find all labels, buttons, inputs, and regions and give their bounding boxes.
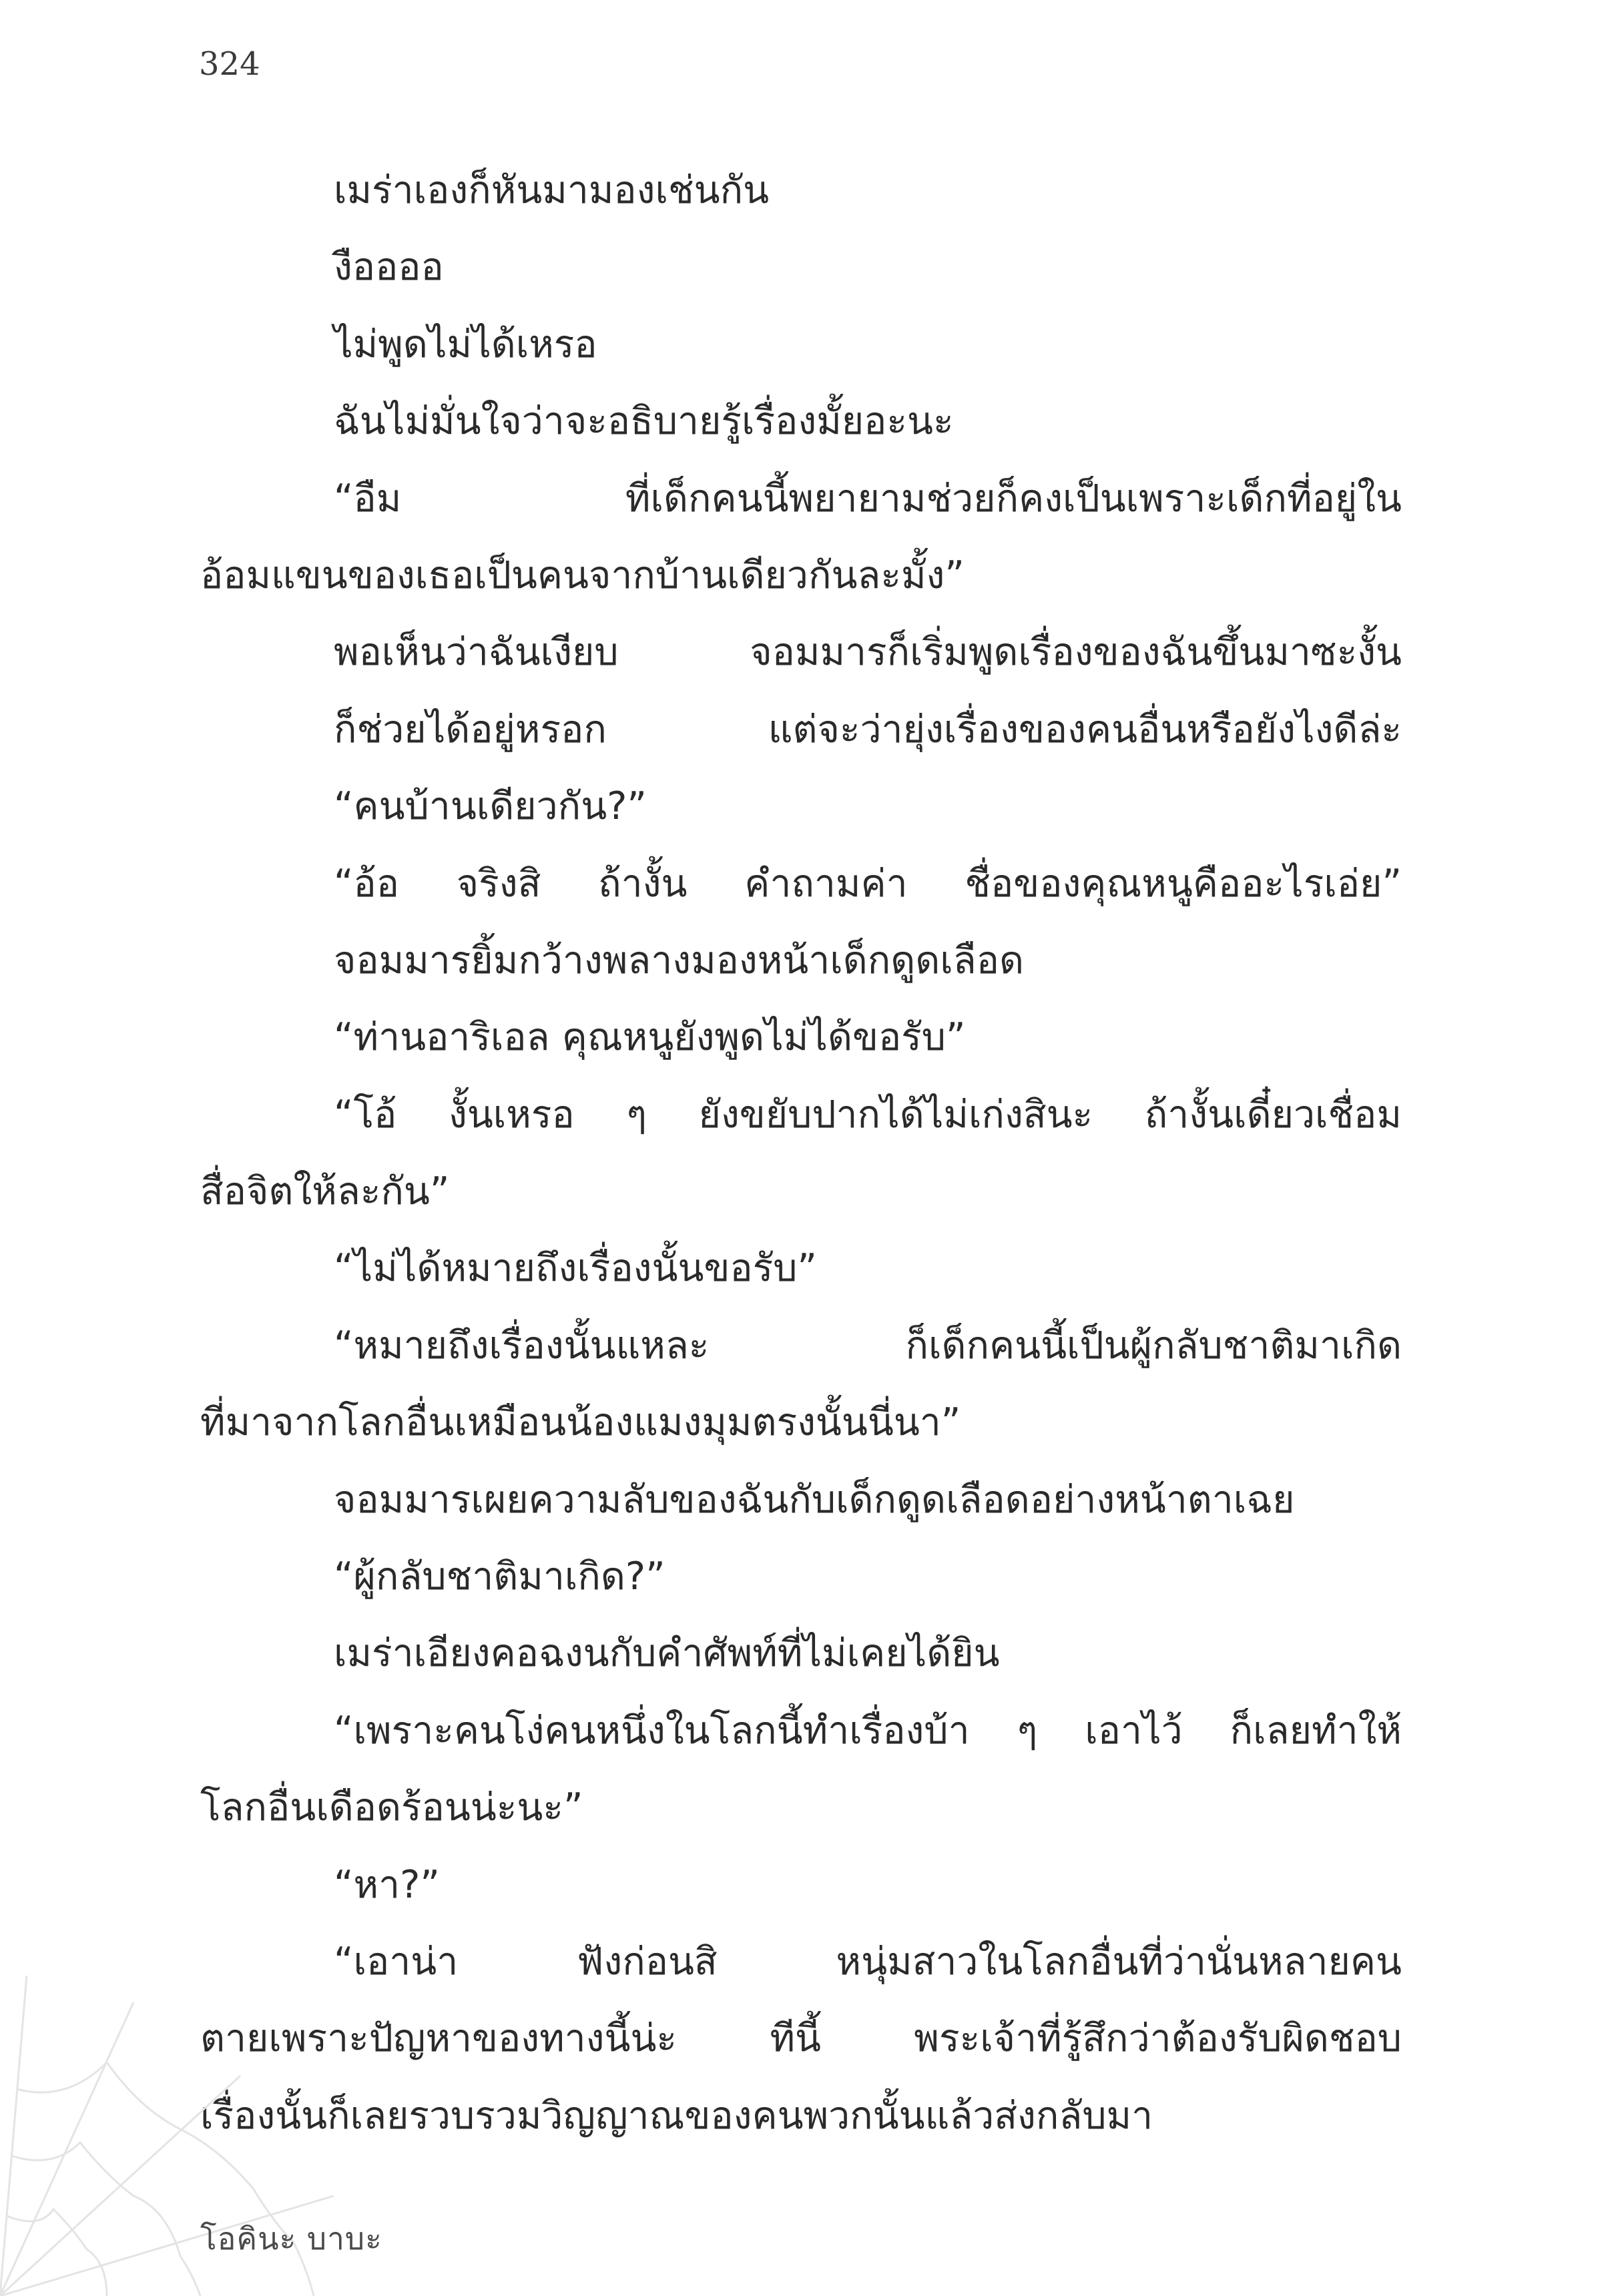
text-line: จอมมารเผยความลับของฉันกับเด็กดูดเลือดอย่างหน้าตาเฉย	[334, 1477, 1295, 1522]
text-line: โลกอื่นเดือดร้อนน่ะนะ”	[200, 1785, 583, 1830]
text-line	[200, 461, 1402, 537]
text-word: แต่จะว่ายุ่งเรื่องของคนอื่นหรือยังไงดีล่ะ	[768, 707, 1402, 752]
text-line: ไม่พูดไม่ได้เหรอ	[334, 322, 597, 366]
body-text	[200, 152, 1402, 2155]
text-word: พระเจ้าที่รู้สึกว่าต้องรับผิดชอบ	[914, 2016, 1402, 2061]
text-word: งั้นเหรอ	[449, 1092, 575, 1137]
text-word: เอาไว้	[1085, 1708, 1183, 1753]
text-word: “อ้อ	[334, 861, 399, 906]
text-word: “หมายถึงเรื่องนั้นแหละ	[334, 1323, 710, 1368]
text-line: สื่อจิตให้ละกัน”	[200, 1169, 450, 1214]
text-line: “หา?”	[334, 1862, 440, 1907]
text-word: จอมมารก็เริ่มพูดเรื่องของฉันขึ้นมาซะงั้น	[750, 630, 1402, 675]
text-word: เรื่องนั้นก็เลยรวบรวมวิญญาณของคนพวกนั้นแล้วส่งกลับมา	[200, 2093, 1153, 2138]
text-line	[200, 1924, 1402, 2000]
text-word: ๆ	[1017, 1708, 1038, 1753]
text-line	[200, 2000, 1402, 2077]
text-word: ยังขยับปากได้ไม่เก่งสินะ	[698, 1092, 1093, 1137]
text-line	[200, 1077, 1402, 1153]
text-line	[200, 1693, 1402, 1769]
text-line: “ท่านอาริเอล คุณหนูยังพูดไม่ได้ขอรับ”	[334, 1015, 966, 1060]
text-word: พอเห็นว่าฉันเงียบ	[334, 630, 619, 675]
text-line: อ้อมแขนของเธอเป็นคนจากบ้านเดียวกันละมั้ง”	[200, 553, 965, 597]
text-word: “อืม	[334, 476, 402, 521]
text-word: จริงสิ	[456, 861, 541, 906]
text-word: “เอาน่า	[334, 1939, 459, 1984]
text-line: ที่มาจากโลกอื่นเหมือนน้องแมงมุมตรงนั้นนี่นา”	[200, 1400, 961, 1445]
text-word: ถ้างั้น	[598, 861, 688, 906]
text-line	[200, 1308, 1402, 1384]
text-word: ทีนี้	[770, 2016, 821, 2061]
text-word: ก็เด็กคนนี้เป็นผู้กลับชาติมาเกิด	[905, 1323, 1402, 1368]
text-line: “ไม่ได้หมายถึงเรื่องนั้นขอรับ”	[334, 1246, 817, 1291]
text-line: เมร่าเองก็หันมามองเช่นกัน	[334, 168, 770, 212]
text-line: “คนบ้านเดียวกัน?”	[334, 784, 647, 829]
text-word: ก็ช่วยได้อยู่หรอก	[334, 707, 607, 752]
text-word: “โอ้	[334, 1092, 397, 1137]
text-word: ตายเพราะปัญหาของทางนี้น่ะ	[200, 2016, 678, 2061]
footer-author: โอคินะ บาบะ	[200, 2221, 382, 2257]
text-word: ก็เลยทำให้	[1230, 1708, 1402, 1753]
text-line: “ผู้กลับชาติมาเกิด?”	[334, 1554, 665, 1599]
text-line: งืออออ	[334, 245, 444, 290]
text-word: ชื่อของคุณหนูคืออะไรเอ่ย”	[965, 861, 1402, 906]
text-word: “เพราะคนโง่คนหนึ่งในโลกนี้ทำเรื่องบ้า	[334, 1708, 970, 1753]
text-line: จอมมารยิ้มกว้างพลางมองหน้าเด็กดูดเลือด	[334, 938, 1024, 982]
text-line: ฉันไม่มั่นใจว่าจะอธิบายรู้เรื่องมั้ยอะนะ	[334, 399, 954, 444]
text-word: ๆ	[626, 1092, 647, 1137]
page-number: 324	[199, 45, 260, 83]
text-line	[200, 2078, 1402, 2155]
text-word: หนุ่มสาวในโลกอื่นที่ว่านั่นหลายคน	[836, 1939, 1402, 1984]
text-line: เมร่าเอียงคอฉงนกับคำศัพท์ที่ไม่เคยได้ยิน	[334, 1631, 1000, 1676]
text-word: คำถามค่า	[744, 861, 908, 906]
text-line	[200, 691, 1402, 768]
text-word: ฟังก่อนสิ	[577, 1939, 718, 1984]
text-word: ที่เด็กคนนี้พยายามช่วยก็คงเป็นเพราะเด็กที่อยู่ใน	[625, 476, 1402, 521]
text-word: ถ้างั้นเดี๋ยวเชื่อม	[1144, 1092, 1402, 1137]
text-line	[200, 846, 1402, 922]
text-line	[200, 614, 1402, 691]
